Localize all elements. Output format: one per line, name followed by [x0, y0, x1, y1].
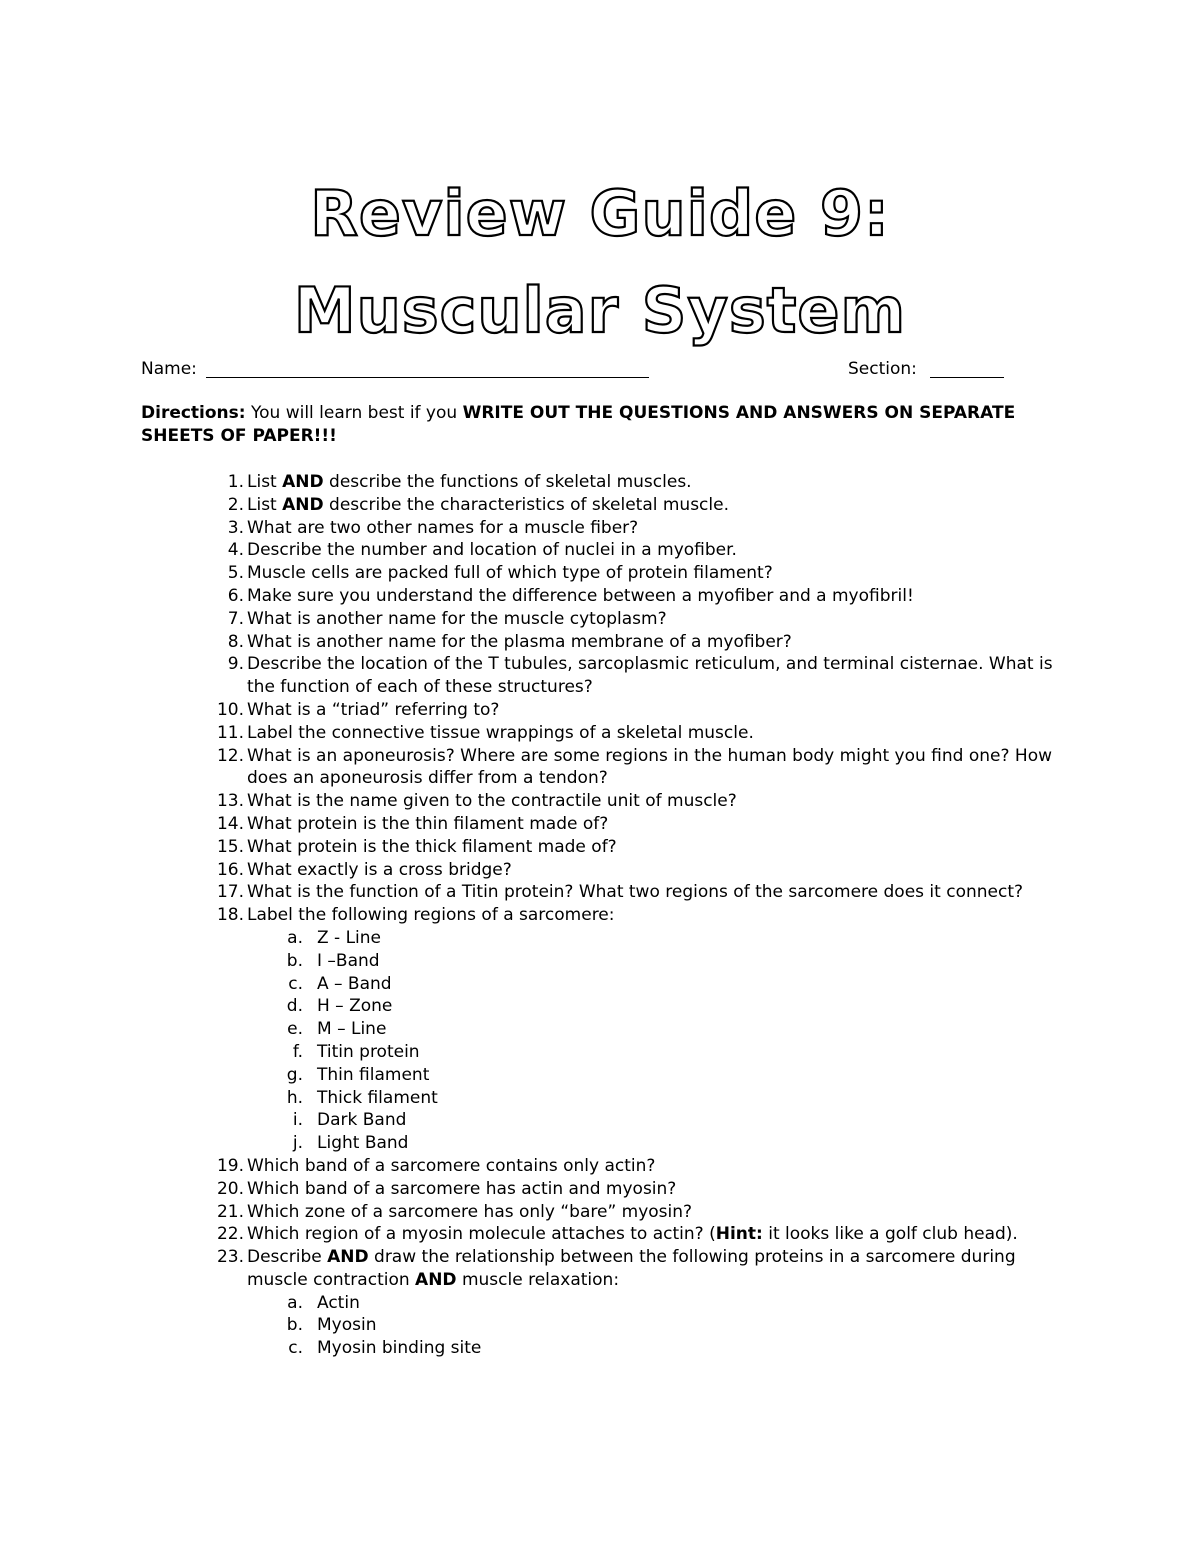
question-number: 7. — [227, 608, 244, 629]
question-number: 4. — [227, 540, 244, 561]
question-text: What is another name for the plasma membrane of a myofiber? — [247, 631, 792, 652]
sub-item-text: I –Band — [317, 950, 380, 971]
question-item — [0, 813, 1057, 836]
question-number: 23. — [216, 1247, 244, 1268]
question-item — [0, 494, 1057, 517]
sub-item-text: Thick filament — [317, 1087, 438, 1108]
sub-item-letter: a. — [287, 1292, 303, 1313]
question-number: 15. — [216, 836, 244, 857]
question-number: 18. — [216, 905, 244, 926]
sub-item-letter: c. — [288, 973, 303, 994]
question-emphasis: AND — [415, 1269, 457, 1290]
question-item — [0, 1178, 1057, 1201]
question-text: What is an aponeurosis? Where are some regions in the human body might you find one? How does an aponeurosis differ from a tendon? — [247, 745, 1053, 789]
title-line-2: Muscular System — [293, 274, 907, 347]
sub-item — [0, 1041, 1017, 1064]
question-item — [0, 1201, 1057, 1224]
question-item — [0, 1223, 1057, 1246]
question-item — [0, 1155, 1057, 1178]
title-line-1: Review Guide 9: — [310, 177, 890, 250]
question-text: What is the name given to the contractile unit of muscle? — [247, 791, 737, 812]
question-text: What is another name for the muscle cytoplasm? — [247, 608, 667, 629]
question-number: 11. — [216, 722, 244, 743]
question-item — [0, 904, 1057, 927]
question-number: 13. — [216, 791, 244, 812]
question-number: 20. — [216, 1178, 244, 1199]
directions-label: Directions: — [141, 403, 246, 423]
sub-item — [0, 995, 1017, 1018]
question-text: What protein is the thick filament made of? — [247, 836, 617, 857]
sub-item-text: H – Zone — [317, 996, 393, 1017]
sub-item-letter: g. — [286, 1064, 303, 1085]
sub-item — [0, 927, 1017, 950]
question-number: 1. — [227, 472, 244, 492]
sub-item-text: Dark Band — [317, 1110, 407, 1131]
question-number: 21. — [216, 1201, 244, 1222]
question-number: 3. — [227, 517, 244, 538]
sub-item-text: A – Band — [317, 973, 392, 994]
question-item — [0, 653, 1057, 699]
question-item — [0, 881, 1057, 904]
question-number: 16. — [216, 859, 244, 880]
question-emphasis: AND — [282, 472, 324, 492]
sub-item-text: Z - Line — [317, 927, 382, 948]
question-text: Label the connective tissue wrappings of a skeletal muscle. — [247, 722, 754, 743]
question-number: 6. — [227, 585, 244, 606]
question-text: Describe the number and location of nuclei in a myofiber. — [247, 540, 737, 561]
question-text: What is the function of a Titin protein? What two regions of the sarcomere does it connect? — [247, 882, 1024, 903]
name-section-row — [141, 358, 1011, 382]
sub-item-letter: e. — [287, 1019, 303, 1040]
question-emphasis: Hint: — [715, 1224, 763, 1245]
question-item — [0, 745, 1057, 791]
question-number: 2. — [227, 494, 244, 515]
question-item — [0, 1246, 1057, 1292]
sub-item-text: Myosin binding site — [317, 1338, 482, 1359]
name-label: Name: — [141, 359, 197, 379]
sub-item-text: Actin — [317, 1292, 360, 1313]
question-text: Which region of a myosin molecule attaches to actin? ( — [247, 1224, 716, 1245]
section-blank-line — [930, 377, 1004, 378]
question-text: describe the functions of skeletal muscles. — [323, 472, 692, 492]
question-text: describe the characteristics of skeletal muscle. — [323, 494, 729, 515]
question-item — [0, 562, 1057, 585]
question-item — [0, 539, 1057, 562]
sub-item-letter: c. — [288, 1338, 303, 1359]
question-text: Which band of a sarcomere has actin and myosin? — [247, 1178, 677, 1199]
question-text: List — [247, 472, 283, 492]
sub-item-text: Titin protein — [317, 1041, 420, 1062]
question-text: Muscle cells are packed full of which type of protein filament? — [247, 563, 773, 584]
question-number: 14. — [216, 813, 244, 834]
question-item — [0, 631, 1057, 654]
sub-item — [0, 950, 1017, 973]
question-list — [0, 471, 1200, 1360]
question-text: What are two other names for a muscle fiber? — [247, 517, 639, 538]
question-item — [0, 471, 1057, 494]
question-item — [0, 836, 1057, 859]
sub-item — [0, 973, 1017, 996]
question-number: 10. — [216, 699, 244, 720]
question-text: Describe — [247, 1247, 328, 1268]
question-number: 8. — [227, 631, 244, 652]
question-text: draw the relationship between the following proteins in a sarcomere during muscle contraction — [247, 1247, 1016, 1290]
question-text: Which zone of a sarcomere has only “bare” myosin? — [247, 1201, 693, 1222]
question-item — [0, 608, 1057, 631]
name-blank-line — [206, 377, 649, 378]
question-number: 12. — [216, 745, 244, 766]
question-text: Describe the location of the T tubules, sarcoplasmic reticulum, and terminal cisternae. What is the function of each of these structures? — [247, 654, 1053, 698]
sub-item-letter: j. — [292, 1133, 303, 1154]
question-item — [0, 699, 1057, 722]
question-number: 22. — [216, 1224, 244, 1245]
sub-item — [0, 1018, 1017, 1041]
question-text: muscle relaxation: — [456, 1269, 620, 1290]
question-item — [0, 790, 1057, 813]
question-text: What is a “triad” referring to? — [247, 699, 500, 720]
sub-item — [0, 1064, 1017, 1087]
sub-item — [0, 1314, 1017, 1337]
sub-item — [0, 1109, 1017, 1132]
section-label: Section: — [848, 359, 917, 379]
question-number: 9. — [227, 654, 244, 675]
sub-item-text: Myosin — [317, 1315, 377, 1336]
question-item — [0, 517, 1057, 540]
sub-item-letter: i. — [292, 1110, 303, 1131]
question-number: 5. — [227, 563, 244, 584]
question-emphasis: AND — [282, 494, 324, 515]
question-text: What exactly is a cross bridge? — [247, 859, 512, 880]
question-text: What protein is the thin filament made of? — [247, 813, 609, 834]
sub-item — [0, 1337, 1017, 1360]
sub-item-text: Light Band — [317, 1133, 409, 1154]
question-text: Which band of a sarcomere contains only actin? — [247, 1155, 656, 1176]
sub-item — [0, 1292, 1017, 1315]
question-number: 17. — [216, 882, 244, 903]
directions-text: You will learn best if you — [245, 403, 463, 423]
question-text: Label the following regions of a sarcomere: — [247, 905, 615, 926]
question-number: 19. — [216, 1155, 244, 1176]
question-text: it looks like a golf club head). — [762, 1224, 1018, 1245]
question-item — [0, 859, 1057, 882]
directions-emphasis: WRITE OUT THE QUESTIONS AND ANSWERS ON SEPARATE SHEETS OF PAPER!!! — [141, 403, 1016, 446]
sub-item-text: Thin filament — [317, 1064, 430, 1085]
question-text: Make sure you understand the difference between a myofiber and a myofibril! — [247, 585, 914, 606]
sub-item-letter: b. — [286, 1315, 303, 1336]
sub-item-letter: a. — [287, 927, 303, 948]
sub-item — [0, 1087, 1017, 1110]
sub-item-text: M – Line — [317, 1019, 387, 1040]
directions — [141, 402, 1061, 448]
question-item — [0, 722, 1057, 745]
sub-item-letter: h. — [286, 1087, 303, 1108]
sub-item — [0, 1132, 1017, 1155]
question-text: List — [247, 494, 283, 515]
sub-item-letter: f. — [292, 1041, 303, 1062]
question-emphasis: AND — [327, 1247, 369, 1268]
question-item — [0, 585, 1057, 608]
sub-item-letter: d. — [286, 996, 303, 1017]
sub-item-letter: b. — [286, 950, 303, 971]
